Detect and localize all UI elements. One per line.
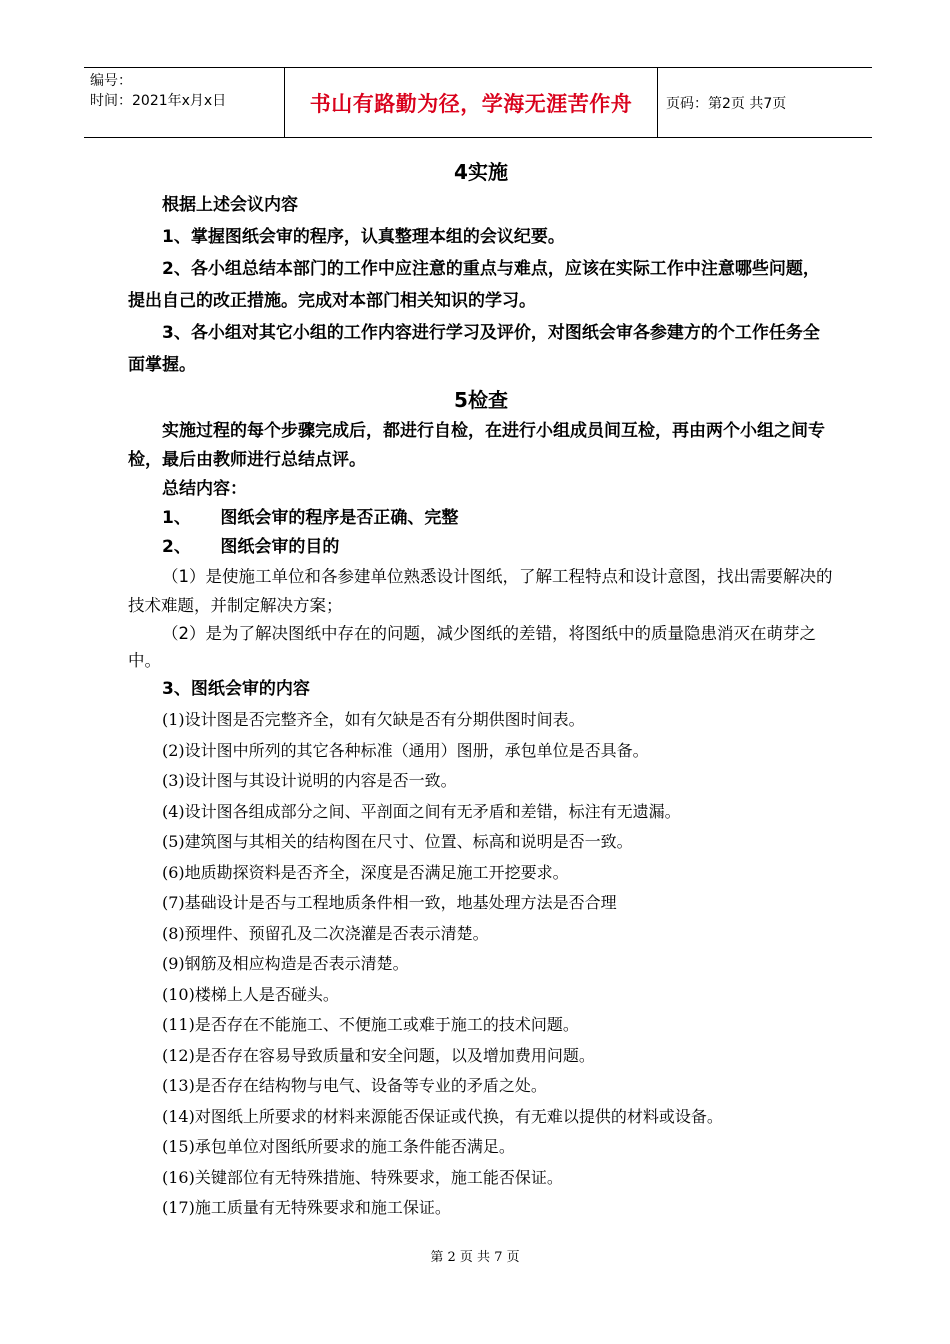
header-motto: 书山有路勤为径，学海无涯苦作舟 xyxy=(285,68,658,137)
section-4-intro: 根据上述会议内容 xyxy=(162,195,298,215)
list-item: (1)设计图是否完整齐全，如有欠缺是否有分期供图时间表。 xyxy=(162,710,585,729)
list-item: (4)设计图各组成部分之间、平剖面之间有无矛盾和差错，标注有无遗漏。 xyxy=(162,801,681,821)
section-5-intro: 实施过程的每个步骤完成后，都进行自检，在进行小组成员间互检，再由两个小组之间专检，最后由教师进行总结点评。 xyxy=(128,421,825,470)
header-page-info: 页码：第2页 共7页 xyxy=(666,95,787,112)
header-meta xyxy=(84,68,285,137)
list-item: (9)钢筋及相应构造是否表示清楚。 xyxy=(162,954,409,973)
purpose-2: （2）是为了解决图纸中存在的问题，减少图纸的差错，将图纸中的质量隐患消灭在萌芽之中。 xyxy=(128,624,816,670)
list-item: (17)施工质量有无特殊要求和施工保证。 xyxy=(162,1198,451,1217)
list-item: (6)地质勘探资料是否齐全，深度是否满足施工开挖要求。 xyxy=(162,862,569,882)
list-item: (2)设计图中所列的其它各种标准（通用）图册，承包单位是否具备。 xyxy=(162,740,649,760)
list-item: (12)是否存在容易导致质量和安全问题，以及增加费用问题。 xyxy=(162,1045,595,1065)
page-footer: 第 2 页 共 7 页 xyxy=(430,1250,520,1265)
list-item: (11)是否存在不能施工、不便施工或难于施工的技术问题。 xyxy=(162,1015,579,1034)
document-date: 时间：2021年x月x日 xyxy=(90,93,227,109)
section-4-item-3: 3、各小组对其它小组的工作内容进行学习及评价，对图纸会审各参建方的个工作任务全面掌握。 xyxy=(128,323,820,375)
section-5-title: 5检查 xyxy=(454,388,508,412)
list-item: (8)预埋件、预留孔及二次浇灌是否表示清楚。 xyxy=(162,923,489,943)
list-item: (14)对图纸上所要求的材料来源能否保证或代换，有无难以提供的材料或设备。 xyxy=(162,1106,723,1126)
list-item: (5)建筑图与其相关的结构图在尺寸、位置、标高和说明是否一致。 xyxy=(162,832,633,851)
section-4-item-2: 2、各小组总结本部门的工作中应注意的重点与难点，应该在实际工作中注意哪些问题，提出自己的改正措施。完成对本部门相关知识的学习。 xyxy=(128,259,820,311)
list-item: (15)承包单位对图纸所要求的施工条件能否满足。 xyxy=(162,1137,515,1156)
list-item: (16)关键部位有无特殊措施、特殊要求，施工能否保证。 xyxy=(162,1167,563,1187)
document-body xyxy=(128,155,834,1224)
section-4-item-1: 1、掌握图纸会审的程序，认真整理本组的会议纪要。 xyxy=(162,227,565,247)
list-item: (13)是否存在结构物与电气、设备等专业的矛盾之处。 xyxy=(162,1076,547,1095)
list-item: (10)楼梯上人是否碰头。 xyxy=(162,984,339,1004)
summary-point-3: 3、图纸会审的内容 xyxy=(162,679,310,699)
purpose-1: （1）是使施工单位和各参建单位熟悉设计图纸，了解工程特点和设计意图，找出需要解决的技术难题，并制定解决方案； xyxy=(128,567,833,615)
summary-point-2: 2、 图纸会审的目的 xyxy=(162,537,340,557)
document-number: 编号： xyxy=(90,73,132,89)
summary-point-1: 1、 图纸会审的程序是否正确、完整 xyxy=(162,508,459,528)
summary-label: 总结内容： xyxy=(162,479,247,499)
list-item: (7)基础设计是否与工程地质条件相一致，地基处理方法是否合理 xyxy=(162,893,617,912)
review-contents-list xyxy=(128,705,834,1224)
list-item: (3)设计图与其设计说明的内容是否一致。 xyxy=(162,771,457,790)
page-header xyxy=(84,67,872,138)
section-4-title: 4实施 xyxy=(454,160,508,184)
